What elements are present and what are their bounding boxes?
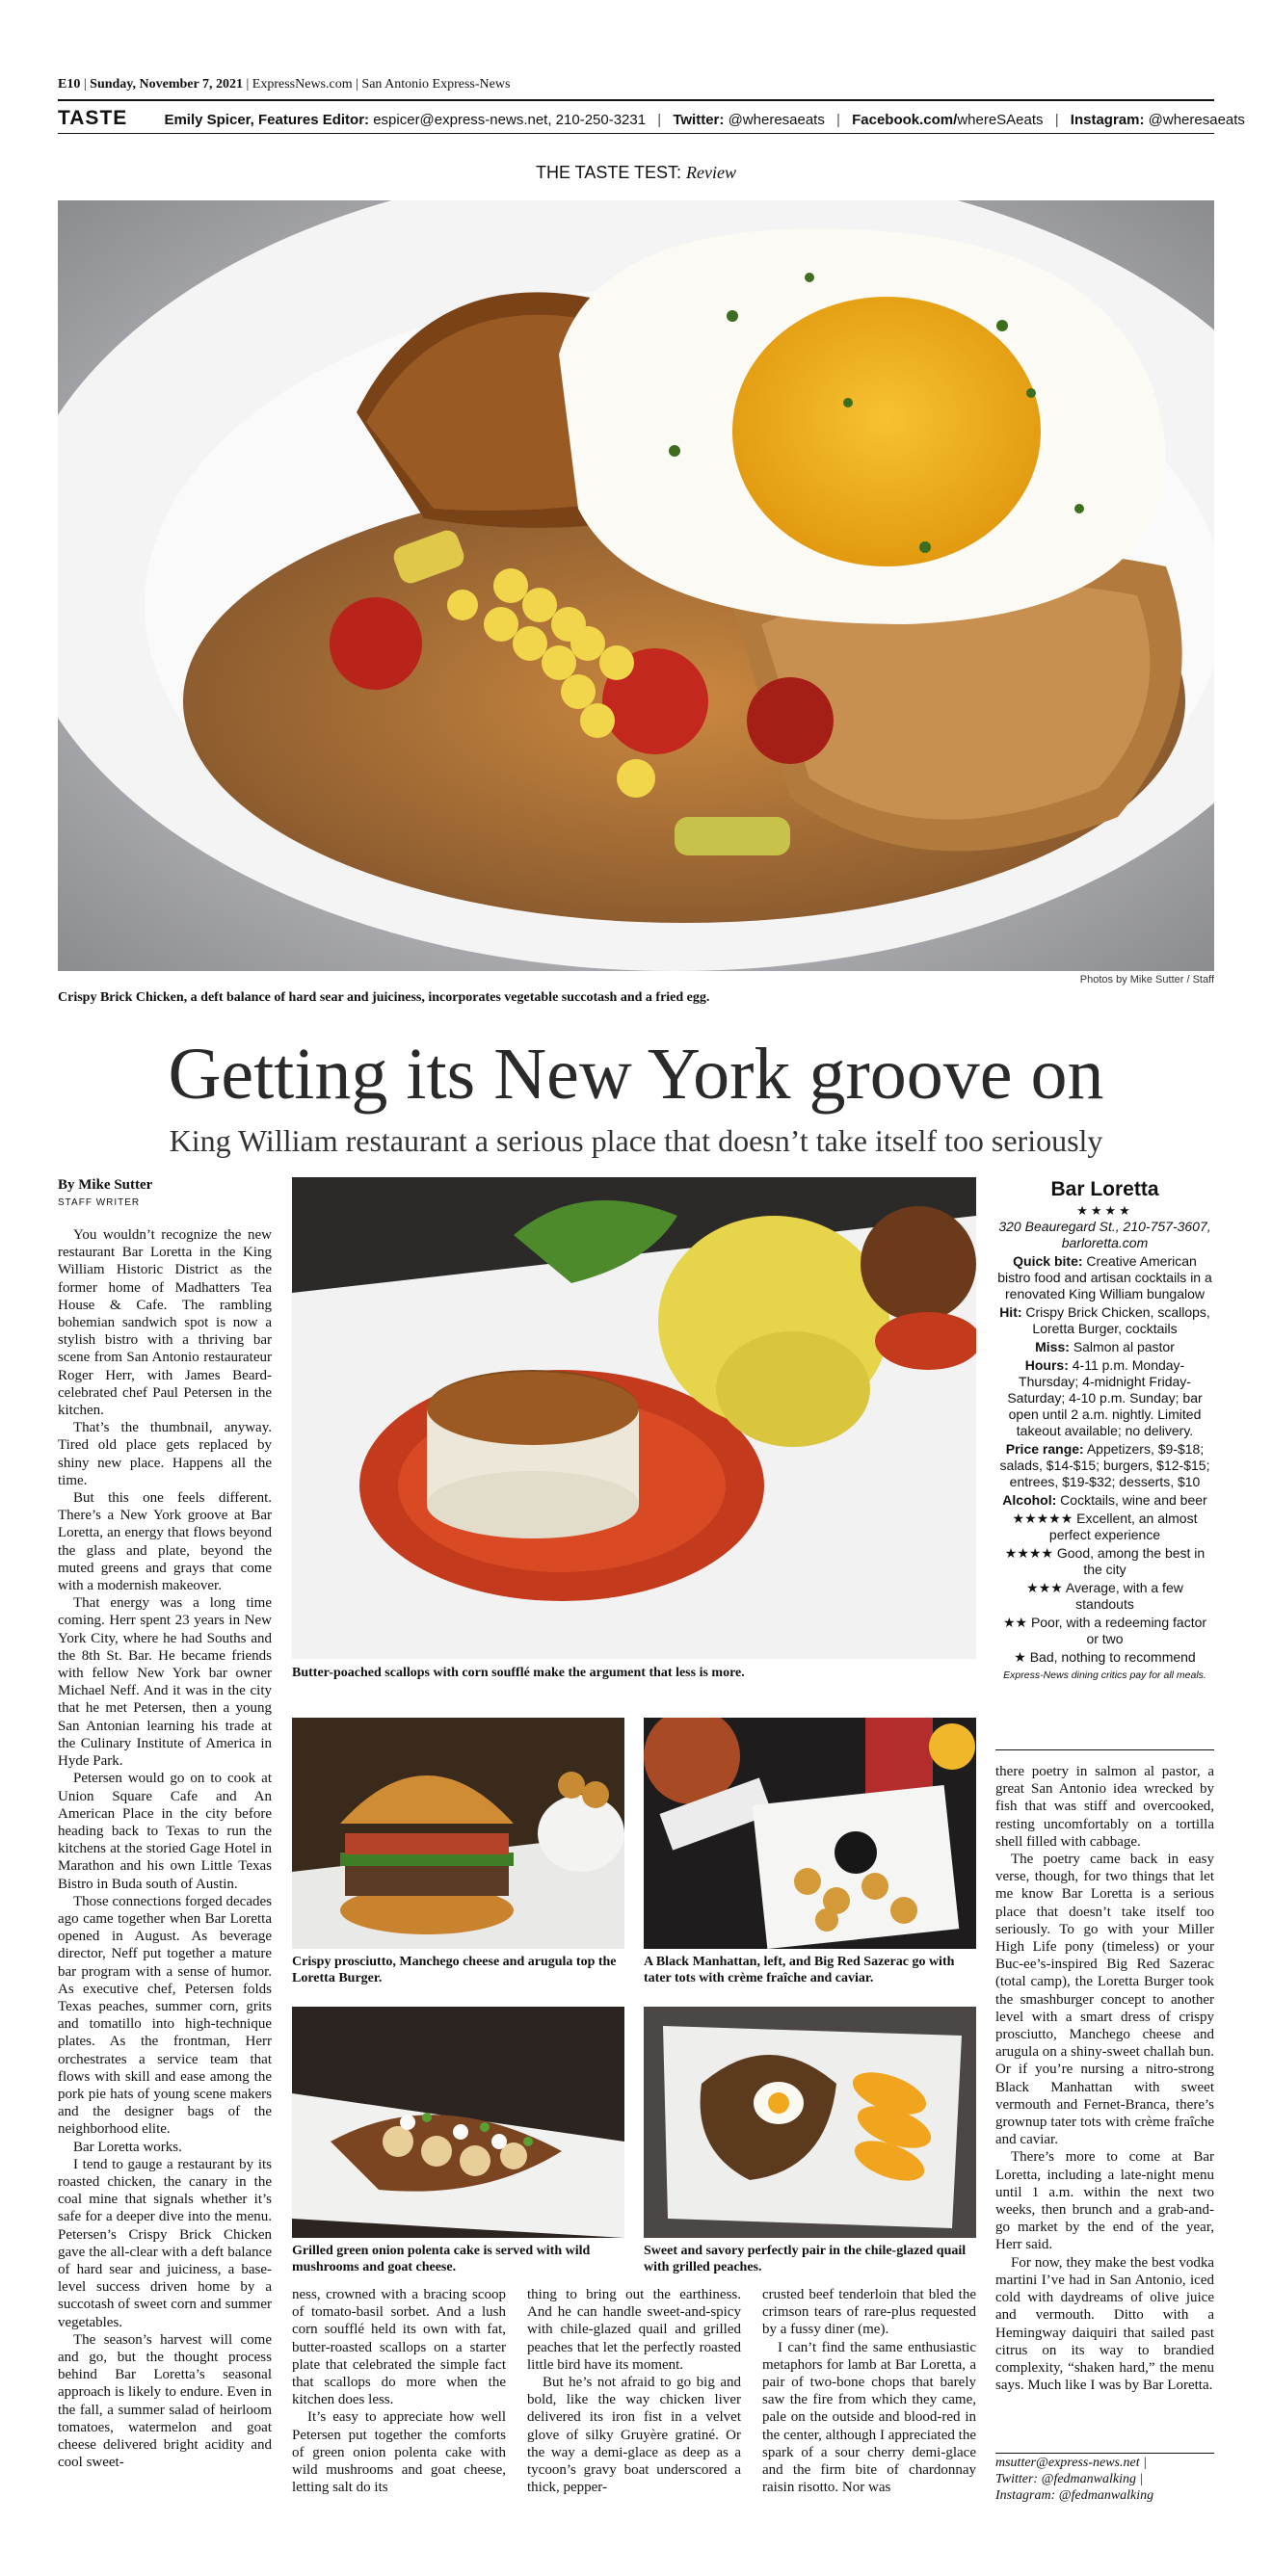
header-rule (58, 99, 1214, 101)
info-box-rule (995, 1749, 1214, 1750)
burger-caption: Crispy prosciutto, Manchego cheese and arugula top the Loretta Burger. (292, 1955, 617, 1985)
polenta-caption: Grilled green onion polenta cake is served with wild mushrooms and goat cheese. (292, 2244, 591, 2274)
twitter-label: Twitter: (673, 112, 725, 128)
facebook-label: Facebook.com/ (852, 112, 958, 128)
folio-line: E10 | Sunday, November 7, 2021 | ExpressNews.com | San Antonio Express-News (58, 77, 511, 92)
body-column-1 (58, 1226, 272, 2471)
restaurant-name: Bar Loretta (1050, 1178, 1159, 1200)
photo-credit: Photos by Mike Sutter / Staff (1079, 974, 1214, 986)
scallops-photo (292, 1177, 976, 1659)
paragraph: Those connections forged decades ago came together when Bar Loretta opened in August. As beverage director, Neff put together a mature bar program with a sense of humor. As executive chef, Petersen folds Texas peaches, summer corn, grits and tomatillo into high-technique plates. As the frontman, Herr orchestrates a service team that flows with skill and ease among the pork pie hats of young scene makers and the designer bags of the neighborhood elite. (58, 1893, 272, 2138)
rating-scale-4: ★★★★ Good, among the best in the city (1004, 1545, 1206, 1577)
paragraph: there poetry in salmon al pastor, a great San Antonio idea wrecked by fish that was stiff and overcooked, resting uncomfortably on a tortilla shell filled with cabbage. (995, 1764, 1214, 1850)
paragraph: For now, they make the best vodka martini I’ve had in San Antonio, iced cold with daydreams of olive juice and vermouth. Ditto with a Hemingway daiquiri that sailed past citrus on its way to brandied complexity, “shaken hard,” the menu says. Much like I was by Bar Loretta. (995, 2254, 1214, 2394)
author-signoff (995, 2455, 1214, 2504)
byline: By Mike Sutter (58, 1177, 153, 1193)
section-rule (58, 133, 1214, 134)
author-twitter: Twitter: @fedmanwalking | (995, 2472, 1144, 2486)
signoff-rule (995, 2453, 1214, 2454)
body-column-2 (292, 2286, 506, 2496)
facebook-handle: whereSAeats (957, 112, 1044, 128)
editor-name: Emily Spicer, Features Editor: (164, 112, 370, 128)
paragraph: But this one feels different. There’s a New York groove at Bar Loretta, an energy that flows beyond the glass and plate, beyond the muted greens and grays that come with a modernish makeover. (58, 1490, 272, 1594)
rating-stars: ★★★★ (1076, 1203, 1133, 1218)
drinks-photo (644, 1718, 976, 1949)
hours: Hours: 4-11 p.m. Monday-Thursday; 4-midnight Friday-Saturday; 4-10 p.m. Sunday; bar open until 2 a.m. nightly. Limited takeout available; no delivery. (1007, 1357, 1203, 1438)
editor-contact: espicer@express-news.net, 210-250-3231 (373, 112, 647, 128)
author-instagram: Instagram: @fedmanwalking (995, 2488, 1154, 2503)
paragraph: But he’s not afraid to go big and bold, like the way chicken liver delivered its iron fist in a velvet glove of silky Gruyère gratiné. Or the way a demi-glace as deep as a tycoon’s gravy boat underscored a thick, pepper- (527, 2375, 741, 2496)
paragraph: The season’s harvest will come and go, but the thought process behind Bar Loretta’s seasonal approach is likely to endure. Even in the fall, a summer salad of heirloom tomatoes, watermelon and goat cheese delivered bright acidity and cool sweet- (58, 2331, 272, 2471)
polenta-photo (292, 2007, 624, 2238)
byline-role: STAFF WRITER (58, 1197, 141, 1208)
price-range: Price range: Appetizers, $9-$18; salads, $14-$15; burgers, $12-$15; entrees, $19-$32; desserts, $10 (999, 1441, 1210, 1489)
section-tag: TASTE (58, 107, 128, 129)
kicker-type: Review (686, 163, 737, 182)
quail-caption: Sweet and savory perfectly pair in the chile-glazed quail with grilled peaches. (644, 2244, 967, 2274)
alcohol: Alcohol: Cocktails, wine and beer (1002, 1492, 1207, 1508)
paragraph: There’s more to come at Bar Loretta, including a late-night menu until 1 a.m. within the next two weeks, then brunch and a grab-and-go market by the end of the year, Herr said. (995, 2149, 1214, 2253)
quail-photo (644, 2007, 976, 2238)
rating-scale-5: ★★★★★ Excellent, an almost perfect experience (1012, 1511, 1198, 1542)
burger-photo (292, 1718, 624, 1949)
paragraph: thing to bring out the earthiness. And he can handle sweet-and-spicy with chile-glazed quail and grilled peaches that let the perfectly roasted little bird have its moment. (527, 2287, 741, 2373)
paragraph: I can’t find the same enthusiastic metaphors for lamb at Bar Loretta, a pair of two-bone chops that barely saw the fire from which they came, pale on the outside and blood-red in the center, although I appreciated the spark of a sour cherry demi-glace and the firm bite of chardonnay raisin risotto. Nor was (762, 2339, 976, 2496)
folio-paper: San Antonio Express-News (361, 77, 511, 92)
rating-scale-1: ★ Bad, nothing to recommend (1014, 1649, 1196, 1665)
paragraph: ness, crowned with a bracing scoop of tomato-basil sorbet. And a lush corn soufflé held its own with fat, butter-roasted scallops on a starter plate that celebrated the simple fact that scallops do more when the kitchen does less. (292, 2287, 506, 2408)
hero-caption: Crispy Brick Chicken, a deft balance of hard sear and juiciness, incorporates vegetable succotash and a fried egg. (58, 990, 710, 1005)
paragraph: crusted beef tenderloin that bled the crimson tears of rare-plus requested by a fussy diner (me). (762, 2287, 976, 2338)
restaurant-info-box (995, 1177, 1214, 1682)
hit: Hit: Crispy Brick Chicken, scallops, Loretta Burger, cocktails (999, 1304, 1210, 1336)
section-bar: TASTE Emily Spicer, Features Editor: espicer@express-news.net, 210-250-3231 | Twitter: @wheresaeats | Facebook.com/whereSAeats | Instagram: @wheresaeats (58, 107, 1245, 129)
paragraph: That energy was a long time coming. Herr spent 23 years in New York City, where he had Souths and the 8th St. Bar. He became friends with fellow New York bar owner Michael Neff. And it was in the city that he met Petersen, then a young San Antonian learning his trade at the Culinary Institute of America in Hyde Park. (58, 1595, 272, 1770)
paragraph: It’s easy to appreciate how well Petersen put together the comforts of green onion polenta cake with wild mushrooms and goat cheese, letting salt do its (292, 2409, 506, 2496)
miss: Miss: Salmon al pastor (1035, 1339, 1175, 1354)
paragraph: Bar Loretta works. (73, 2139, 182, 2155)
rating-scale-3: ★★★ Average, with a few standouts (1026, 1580, 1183, 1612)
drinks-caption: A Black Manhattan, left, and Big Red Sazerac go with tater tots with crème fraîche and caviar. (644, 1955, 955, 1985)
quick-bite: Quick bite: Creative American bistro food and artisan cocktails in a renovated King William bungalow (997, 1253, 1212, 1301)
paragraph: Petersen would go on to cook at Union Square Cafe and An American Place in the city before heading back to Texas to run the kitchens at the storied Gage Hotel in Marathon and his own Little Texas Bistro in Buda south of Austin. (58, 1771, 272, 1892)
hero-photo (58, 200, 1214, 971)
author-email: msutter@express-news.net | (995, 2456, 1147, 2470)
folio-site: ExpressNews.com (252, 77, 353, 92)
twitter-handle: @wheresaeats (728, 112, 825, 128)
paragraph: The poetry came back in easy verse, though, for two things that let me know Bar Loretta is a serious place that doesn’t take itself too seriously. To go with your Miller High Life pony (timeless) or your Buc-ee’s-inspired Big Red Sazerac (total camp), the Loretta Burger took the smashburger concept to another level with a smart dress of crispy prosciutto, Manchego cheese and arugula on a shiny-sweet challah bun. Or if you’re nursing a nitro-strong Black Manhattan with sweet vermouth and Fernet-Branca, there’s grownup tater tots with crème fraîche and caviar. (995, 1852, 1214, 2148)
rating-scale-2: ★★ Poor, with a redeeming factor or two (1002, 1615, 1207, 1646)
instagram-handle: @wheresaeats (1148, 112, 1245, 128)
kicker-label: THE TASTE TEST: (535, 163, 682, 182)
dining-note: Express-News dining critics pay for all meals. (1003, 1669, 1206, 1681)
paragraph: You wouldn’t recognize the new restaurant Bar Loretta in the King William Historic District as the former home of Madhatters Tea House & Cafe. The rambling bohemian sandwich spot is now a stylish bistro with a thriving bar scene from San Antonio restaurateur Roger Herr, with James Beard-celebrated chef Paul Petersen in the kitchen. (58, 1227, 272, 1419)
kicker (58, 162, 1214, 183)
dek: King William restaurant a serious place that doesn’t take itself too seriously (169, 1123, 1103, 1158)
scallops-caption: Butter-poached scallops with corn soufflé make the argument that less is more. (292, 1666, 745, 1680)
body-column-3 (527, 2286, 741, 2496)
page-number: E10 (58, 77, 81, 92)
paragraph: That’s the thumbnail, anyway. Tired old place gets replaced by shiny new place. Happens all the time. (58, 1420, 272, 1488)
body-column-4 (762, 2286, 976, 2496)
body-column-5 (995, 1763, 1214, 2394)
paragraph: I tend to gauge a restaurant by its roasted chicken, the canary in the coal mine that signals whether it’s safe for a deeper dive into the menu. Petersen’s Crispy Brick Chicken gave the all-clear with a deft balance of hard sear and juiciness, a base-level success driven home by a succotash of sweet corn and summer vegetables. (58, 2156, 272, 2330)
instagram-label: Instagram: (1070, 112, 1145, 128)
restaurant-address: 320 Beauregard St., 210-757-3607, barloretta.com (998, 1219, 1211, 1250)
headline: Getting its New York groove on (168, 1034, 1104, 1115)
folio-date: Sunday, November 7, 2021 (90, 77, 243, 92)
